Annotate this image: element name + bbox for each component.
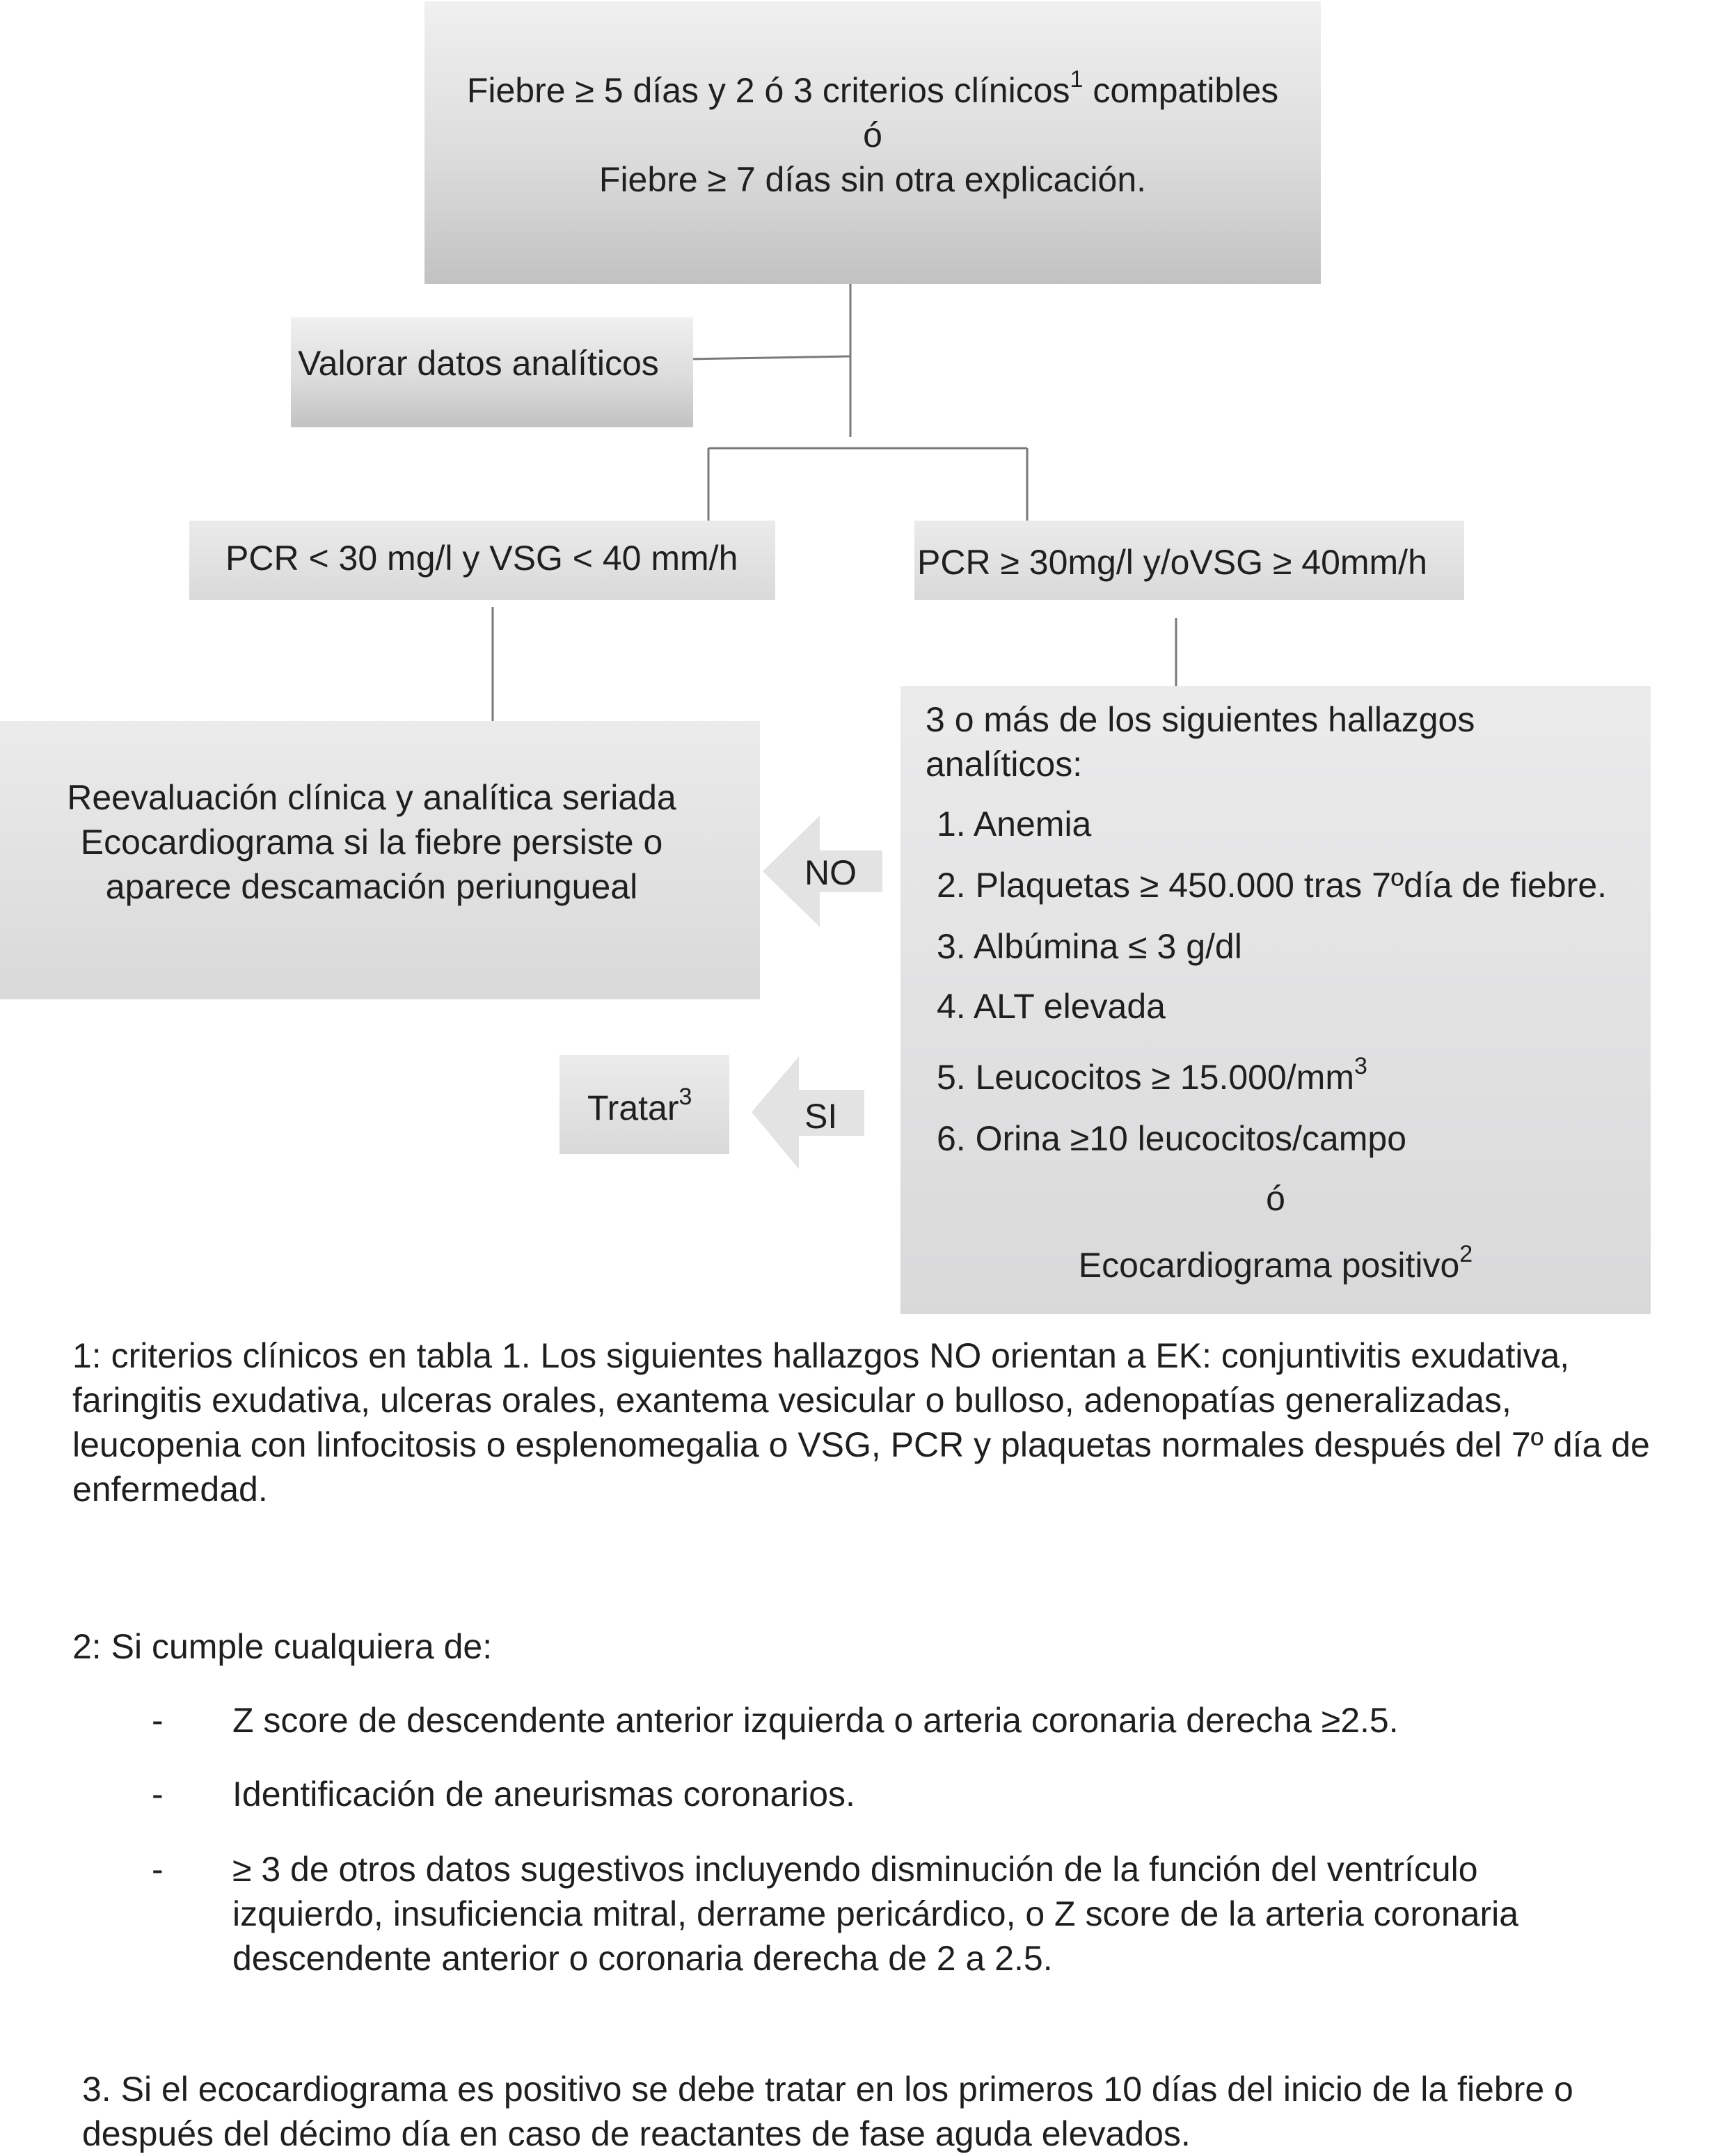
treat-label: Tratar$^3$ bbox=[587, 1084, 692, 1127]
note-2-bullet: - bbox=[152, 1850, 164, 1889]
arrow-si-label: SI bbox=[804, 1097, 838, 1136]
findings-item-5: 5. Leucocitos ≥ $15.000/mm^3$ bbox=[937, 1053, 1367, 1097]
note-2-item-line: Z score de descendente anterior izquierda o arteria coronaria derecha ≥2.5. bbox=[232, 1701, 1399, 1740]
note-2-item-line: ≥ 3 de otros datos sugestivos incluyendo disminución de la función del ventrículo bbox=[232, 1850, 1478, 1889]
reevaluation-line1: Reevaluación clínica y analítica seriada bbox=[67, 778, 676, 817]
note-1-line: enfermedad. bbox=[72, 1470, 268, 1509]
findings-intro-line1: 3 o más de los siguientes hallazgos bbox=[926, 700, 1475, 739]
note-2-item-line: izquierdo, insuficiencia mitral, derrame pericárdico, o Z score de la arteria coronaria bbox=[232, 1894, 1519, 1933]
note-3-line: 3. Si el ecocardiograma es positivo se debe tratar en los primeros 10 días del inicio de la fiebre o bbox=[82, 2070, 1573, 2109]
top-criteria-line3: Fiebre ≥ 7 días sin otra explicación. bbox=[598, 160, 1147, 199]
findings-item-4: 4. ALT elevada bbox=[937, 987, 1166, 1026]
reevaluation-box bbox=[0, 721, 760, 999]
note-1-line: 1: criterios clínicos en tabla 1. Los siguientes hallazgos NO orientan a EK: conjuntivitis exudativa, bbox=[72, 1336, 1570, 1375]
note-1-line: faringitis exudativa, ulceras orales, exantema vesicular o bulloso, adenopatías generalizadas, bbox=[72, 1381, 1511, 1420]
findings-or: ó bbox=[1266, 1179, 1285, 1218]
top-criteria-line1: Fiebre ≥ 5 días y 2 ó 3 criterios clínicos$^1$ compatibles bbox=[466, 66, 1279, 110]
note-3-line: después del décimo día en caso de reactantes de fase aguda elevados. bbox=[82, 2114, 1191, 2153]
right-branch-box bbox=[914, 521, 1464, 600]
analytics-box bbox=[291, 317, 693, 427]
note-2-item-line: descendente anterior o coronaria derecha de 2 a 2.5. bbox=[232, 1939, 1053, 1978]
left-branch-label: PCR < 30 mg/l y VSG < 40 mm/h bbox=[225, 539, 738, 578]
findings-item-3: 3. Albúmina ≤ 3 g/dl bbox=[937, 927, 1242, 966]
findings-item-6: 6. Orina ≥10 leucocitos/campo bbox=[937, 1119, 1406, 1158]
connector-to-analytics bbox=[689, 356, 850, 359]
analytics-label: Valorar datos analíticos bbox=[298, 344, 659, 383]
treat-box bbox=[560, 1055, 729, 1154]
note-2-heading: 2: Si cumple cualquiera de: bbox=[72, 1627, 493, 1666]
findings-echo: Ecocardiograma positivo$^2$ bbox=[1078, 1241, 1473, 1285]
left-branch-box bbox=[189, 521, 775, 600]
reevaluation-line2: Ecocardiograma si la fiebre persiste o bbox=[80, 823, 663, 862]
reevaluation-line3: aparece descamación periungueal bbox=[105, 867, 638, 906]
findings-item-1: 1. Anemia bbox=[937, 804, 1092, 843]
note-2-bullet: - bbox=[152, 1701, 164, 1740]
note-2-bullet: - bbox=[152, 1775, 164, 1814]
top-criteria-box bbox=[424, 1, 1321, 284]
findings-item-2: 2. Plaquetas ≥ 450.000 tras 7ºdía de fiebre. bbox=[937, 866, 1608, 905]
findings-box bbox=[900, 686, 1651, 1314]
right-branch-label: PCR ≥ 30mg/l y/oVSG ≥ 40mm/h bbox=[917, 543, 1427, 582]
note-2-item-line: Identificación de aneurismas coronarios. bbox=[232, 1775, 855, 1814]
top-criteria-or: ó bbox=[863, 116, 882, 154]
note-1-line: leucopenia con linfocitosis o esplenomegalia o VSG, PCR y plaquetas normales después del 7º día de bbox=[72, 1425, 1650, 1464]
arrow-no-label: NO bbox=[804, 853, 857, 892]
findings-intro-line2: analíticos: bbox=[926, 745, 1083, 784]
